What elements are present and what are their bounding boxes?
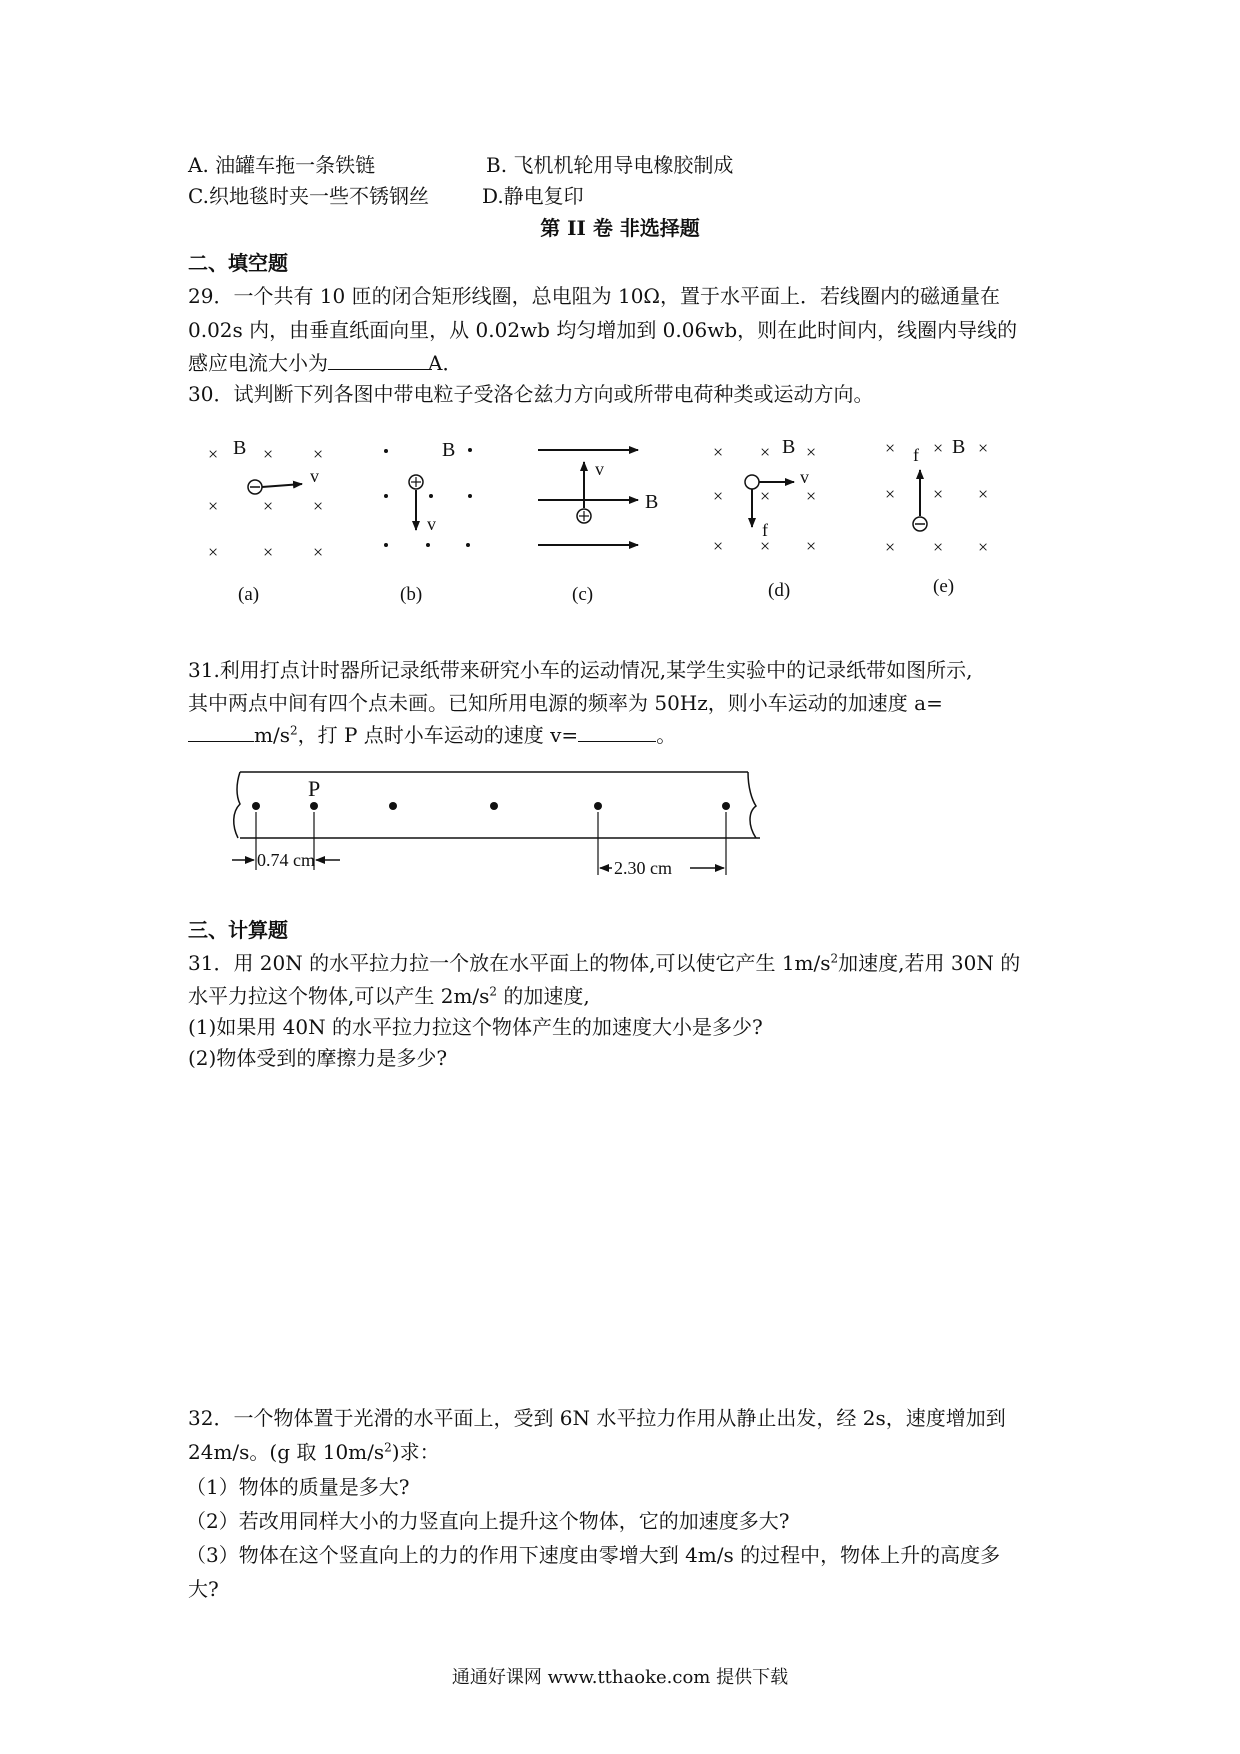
tape-dot-p [310,802,318,810]
option-d: D.静电复印 [482,184,584,208]
q31-calc-l2b: 的加速度, [497,984,590,1008]
q31-calc-l1a: 31．用 20N 的水平拉力拉一个放在水平面上的物体,可以使它产生 1m/s [188,951,831,975]
dot-mark [384,543,388,547]
fig-label-d: (d) [768,580,791,601]
cross-mark: × [933,438,944,458]
cross-mark: × [208,542,219,562]
fig-label-b: (b) [400,584,423,605]
q32-sub3a: （3）物体在这个竖直向上的力的作用下速度由零增大到 4m/s 的过程中，物体上升的高度多 [186,1543,1001,1567]
dist1-label: 0.74 cm [257,850,315,870]
cross-mark: × [208,496,219,516]
cross-mark: × [713,442,724,462]
q32-l2b: )求： [391,1440,440,1464]
cross-mark: × [978,438,989,458]
dot-mark [384,494,388,498]
cross-mark: × [208,444,219,464]
cross-mark: × [313,496,324,516]
q31-calc-line1 [188,951,1020,975]
dot-mark [384,449,388,453]
tape-dot [252,802,260,810]
dot-mark [426,543,430,547]
tape-dot [594,802,602,810]
q31-fill-line2: 其中两点中间有四个点未画。已知所用电源的频率为 50Hz，则小车运动的加速度 a= [188,691,943,715]
force-label: f [762,520,768,540]
velocity-label: v [427,514,436,534]
cross-mark: × [263,444,274,464]
cross-mark: × [978,484,989,504]
velocity-label: v [800,467,809,487]
tape-dot [389,802,397,810]
ticker-tape-figure [232,772,760,878]
q29-line1: 29．一个共有 10 匝的闭合矩形线圈，总电阻为 10Ω，置于水平面上．若线圈内的磁通量在 [188,284,1001,308]
velocity-arrow [262,484,302,487]
q31-calc-l1b: 加速度,若用 30N 的 [838,951,1021,975]
field-b-label: B [645,491,659,513]
cross-mark: × [760,442,771,462]
q31-calc-line2 [188,984,590,1008]
page-footer: 通通好课网 www.tthaoke.com 提供下载 [451,1667,789,1688]
cross-mark: × [885,484,896,504]
cross-mark: × [978,537,989,557]
field-b-label: B [782,436,796,458]
cross-mark: × [713,536,724,556]
cross-mark: × [933,484,944,504]
cross-mark: × [313,542,324,562]
field-b-label: B [952,436,966,458]
q31-mid-text: ，打 P 点时小车运动的速度 v= [297,723,579,747]
q32-l2a: 24m/s。(g 取 10m/s [188,1440,385,1464]
figure-c [538,450,658,605]
cross-mark: × [760,536,771,556]
q31-fill-line1: 31.利用打点计时器所记录纸带来研究小车的运动情况,某学生实验中的记录纸带如图所示, [188,658,973,682]
q30-text: 30．试判断下列各图中带电粒子受洛仑兹力方向或所带电荷种类或运动方向。 [188,382,874,406]
q32-sub1: （1）物体的质量是多大? [186,1475,410,1499]
figure-e [885,436,988,597]
sup-2: 2 [830,951,839,966]
cross-mark: × [760,486,771,506]
option-a: A. 油罐车拖一条铁链 [188,153,376,177]
q32-line2 [188,1440,440,1464]
sup-2: 2 [384,1440,392,1455]
q31-calc-sub2: (2)物体受到的摩擦力是多少? [188,1046,448,1070]
dot-mark [468,448,472,452]
figure-a [208,437,323,605]
q31-end: 。 [656,723,677,747]
cross-mark: × [885,537,896,557]
fig-label-c: (c) [572,584,594,605]
cross-mark: × [713,486,724,506]
part2-title: 第 II 卷 非选择题 [540,216,700,240]
q29-line2: 0.02s 内，由垂直纸面向里，从 0.02wb 均匀增加到 0.06wb，则在此时间内，线圈内导线的 [188,318,1018,342]
tape-p-label: P [308,776,321,801]
velocity-label: v [595,459,604,479]
tape-dot [490,802,498,810]
cross-mark: × [806,442,817,462]
unit-sup: 2 [289,723,298,738]
q31-calc-l2a: 水平力拉这个物体,可以产生 2m/s [188,984,490,1008]
fig-label-a: (a) [238,584,260,605]
cross-mark: × [806,486,817,506]
cross-mark: × [806,536,817,556]
dot-mark [429,494,433,498]
dist2-label: 2.30 cm [614,858,672,878]
option-b: B. 飞机机轮用导电橡胶制成 [486,153,734,177]
sup-2: 2 [489,984,498,999]
q32-sub3b: 大? [188,1577,219,1601]
section-fill-heading: 二、填空题 [188,251,288,275]
dot-mark [466,543,470,547]
unknown-charge-icon [745,475,759,489]
dot-mark [468,494,472,498]
field-b-label: B [233,437,247,459]
tape-right-tear [748,772,756,838]
section-calc-heading: 三、计算题 [188,918,288,942]
figure-d [713,436,816,601]
q32-sub2: （2）若改用同样大小的力竖直向上提升这个物体，它的加速度多大? [186,1509,790,1533]
force-label: f [913,445,919,465]
q29-line3-prefix: 感应电流大小为 [188,351,328,375]
velocity-label: v [310,466,319,486]
q31-calc-sub1: (1)如果用 40N 的水平拉力拉这个物体产生的加速度大小是多少? [188,1015,763,1039]
cross-mark: × [313,444,324,464]
fig-label-e: (e) [933,576,955,597]
cross-mark: × [263,542,274,562]
accel-answer-blank[interactable] [188,723,254,742]
cross-mark: × [885,438,896,458]
tape-dot [722,802,730,810]
q29-line3-suffix: A． [428,351,463,375]
field-b-label: B [442,439,456,461]
cross-mark: × [263,496,274,516]
option-c: C.织地毯时夹一些不锈钢丝 [188,184,429,208]
q32-line1: 32．一个物体置于光滑的水平面上，受到 6N 水平拉力作用从静止出发，经 2s，速度增加到 [188,1406,1006,1430]
figure-b [384,439,472,605]
velocity-answer-blank[interactable] [578,723,656,742]
q31-fill-line3 [188,723,676,747]
tape-left-tear [234,772,240,838]
accel-unit: m/s [254,723,290,747]
cross-mark: × [933,537,944,557]
